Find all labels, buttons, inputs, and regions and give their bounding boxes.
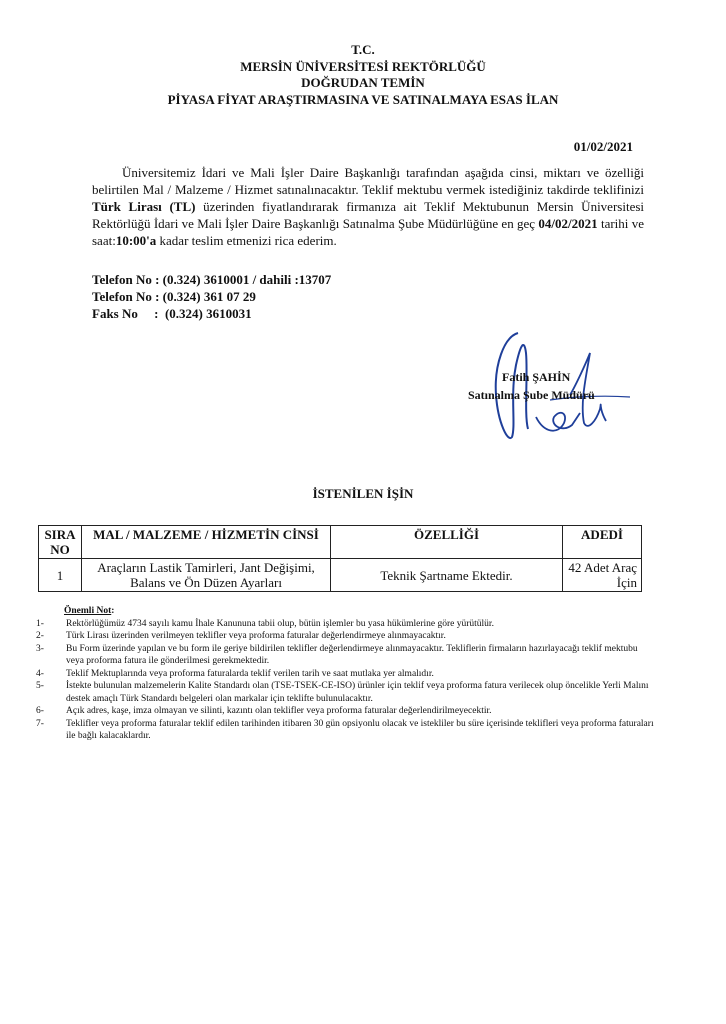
notes-section: Önemli Not: 1- Rektörlüğümüz 4734 sayılı kamu İhale Kanununa tabii olup, bütün işlemler bu yasa hükümlerine göre yürütülür. 2- Türk Lirası üzerinden verilmeyen teklifler veya proforma faturalar değerlendirmeye alınmayacaktır. 3- Bu Form üzerinde yapılan ve bu form ile geriye bildirilen teklifler değerlendirmeye alınmayacaktır. Tekliflerin firmaların hazırlayacağı teklif mektubu veya proforma fatura ile gönderilmesi gerekmektedir. 4- Teklif Mektuplarında veya proforma faturalarda teklif verilen tarih ve saat mutlaka yer almalıdır. 5- İstekte bulunulan malzemelerin Kalite Standardı olan (TSE-TSEK-CE-ISO) ürünler için teklif veya proforma fatura verilecek olup öncelikle Yerli Malını destek amaçlı Türk Standardı belgeleri olan markalar için teklifte bulunulacaktır. 6- Açık adres, kaşe, imza olmayan ve silinti, kazıntı olan teklifler veya proforma faturalar değerlendirilmeyecektir. 7- Teklifler veya proforma faturalar teklif edilen tarihinden itibaren 30 gün opsiyonlu olacak ve istekliler bu süre içerisinde teklifleri veya proforma faturaları ile bağlı kalacaklardır. [36, 605, 656, 743]
note-number: 5- [36, 681, 44, 691]
list-item [36, 618, 656, 631]
note-number: 1- [36, 618, 44, 629]
deadline-time: 10:00'a [115, 233, 157, 248]
contact-block [92, 271, 331, 322]
cell-ozellik: Teknik Şartname Ektedir. [331, 559, 563, 592]
table-header-row [39, 526, 642, 559]
fax-line: Faks No : (0.324) 3610031 [92, 306, 252, 321]
paragraph-text-1: Üniversitemiz İdari ve Mali İşler Daire Başkanlığı tarafından aşağıda cinsi, miktarı ve özelliği belirtilen Mal / Malzeme / Hizmet satınalınacaktır. Teklif mektubu vermek istediğiniz takdirde teklifinizi [92, 165, 644, 197]
table-row [39, 559, 642, 592]
list-item [36, 668, 656, 681]
col-header-cinsi: MAL / MALZEME / HİZMETİN CİNSİ [82, 526, 331, 559]
signatory-name: Fatih ŞAHİN [502, 370, 571, 384]
header-tc: T.C. [351, 42, 375, 57]
note-number: 6- [36, 706, 44, 716]
list-item [36, 643, 656, 668]
col-header-sira: SIRA NO [39, 526, 82, 559]
col-header-ozellik: ÖZELLİĞİ [331, 526, 563, 559]
note-text: Türk Lirası üzerinden verilmeyen teklifler veya proforma faturalar değerlendirmeye alınmayacaktır. [66, 631, 446, 641]
note-number: 2- [36, 631, 44, 641]
note-text: Bu Form üzerinde yapılan ve bu form ile geriye bildirilen teklifler değerlendirmeye alınmayacaktır. Tekliflerin firmaların hazırlayacağı teklif mektubu veya proforma fatura ile gönderilmesi gerekmektedir. [66, 643, 638, 666]
note-text: Rektörlüğümüz 4734 sayılı kamu İhale Kanununa tabii olup, bütün işlemler bu yasa hükümlerine göre yürütülür. [66, 618, 494, 629]
note-number: 4- [36, 668, 44, 679]
list-item [36, 680, 656, 705]
currency-text: Türk Lirası (TL) [92, 199, 196, 214]
header-university: MERSİN ÜNİVERSİTESİ REKTÖRLÜĞÜ [240, 58, 486, 74]
note-text: İstekte bulunulan malzemelerin Kalite Standardı olan (TSE-TSEK-CE-ISO) ürünler için teklif veya proforma fatura verilecek olup öncelikle Yerli Malını destek amaçlı Türk Standardı belgeleri olan markalar için teklifte bulunulacaktır. [66, 681, 649, 704]
header-direct-procurement: DOĞRUDAN TEMİN [301, 75, 425, 90]
notes-title: Önemli Not [64, 606, 112, 616]
list-item [36, 705, 656, 718]
document-header [0, 42, 726, 108]
phone-line-2: Telefon No : (0.324) 361 07 29 [92, 289, 256, 304]
section-title: İSTENİLEN İŞİN [312, 486, 414, 501]
note-text: Açık adres, kaşe, imza olmayan ve silinti, kazıntı olan teklifler veya proforma faturalar değerlendirilmeyecektir. [66, 706, 492, 716]
document-date: 01/02/2021 [573, 139, 633, 154]
note-text: Teklifler veya proforma faturalar teklif edilen tarihinden itibaren 30 gün opsiyonlu olacak ve istekliler bu süre içerisinde teklifleri veya proforma faturaları ile bağlı kalacaklardır. [66, 718, 654, 741]
col-header-adet: ADEDİ [563, 526, 642, 559]
note-number: 7- [36, 718, 44, 729]
signature-block [440, 325, 640, 450]
body-paragraph [92, 164, 644, 249]
phone-line-1: Telefon No : (0.324) 3610001 / dahili :13707 [92, 272, 332, 287]
cell-adet: 42 Adet Araç İçin [563, 559, 642, 592]
deadline-date: 04/02/2021 [538, 216, 598, 231]
paragraph-text-4: kadar teslim etmenizi rica ederim. [156, 233, 337, 248]
items-table [38, 525, 642, 592]
paragraph-text-2: üzerinden fiyatlandırarak firmanıza ait Teklif Mektubunun Mersin Üniversitesi Rektörlüğü İdari ve Mali İşler Daire Başkanlığı Satınalma Şube Müdürlüğüne en geç [92, 199, 645, 231]
signatory-title: Satınalma Şube Müdürü [468, 388, 595, 402]
note-text: Teklif Mektuplarında veya proforma faturalarda teklif verilen tarih ve saat mutlaka yer almalıdır. [66, 668, 434, 679]
list-item [36, 630, 656, 643]
header-announcement-title: PİYASA FİYAT ARAŞTIRMASINA VE SATINALMAYA ESAS İLAN [167, 91, 559, 107]
note-number: 3- [36, 643, 44, 654]
cell-sira: 1 [39, 559, 82, 592]
cell-cinsi: Araçların Lastik Tamirleri, Jant Değişimi, Balans ve Ön Düzen Ayarları [82, 559, 331, 592]
list-item [36, 718, 656, 743]
paragraph-text-3: tarihi ve saat: [92, 216, 644, 248]
